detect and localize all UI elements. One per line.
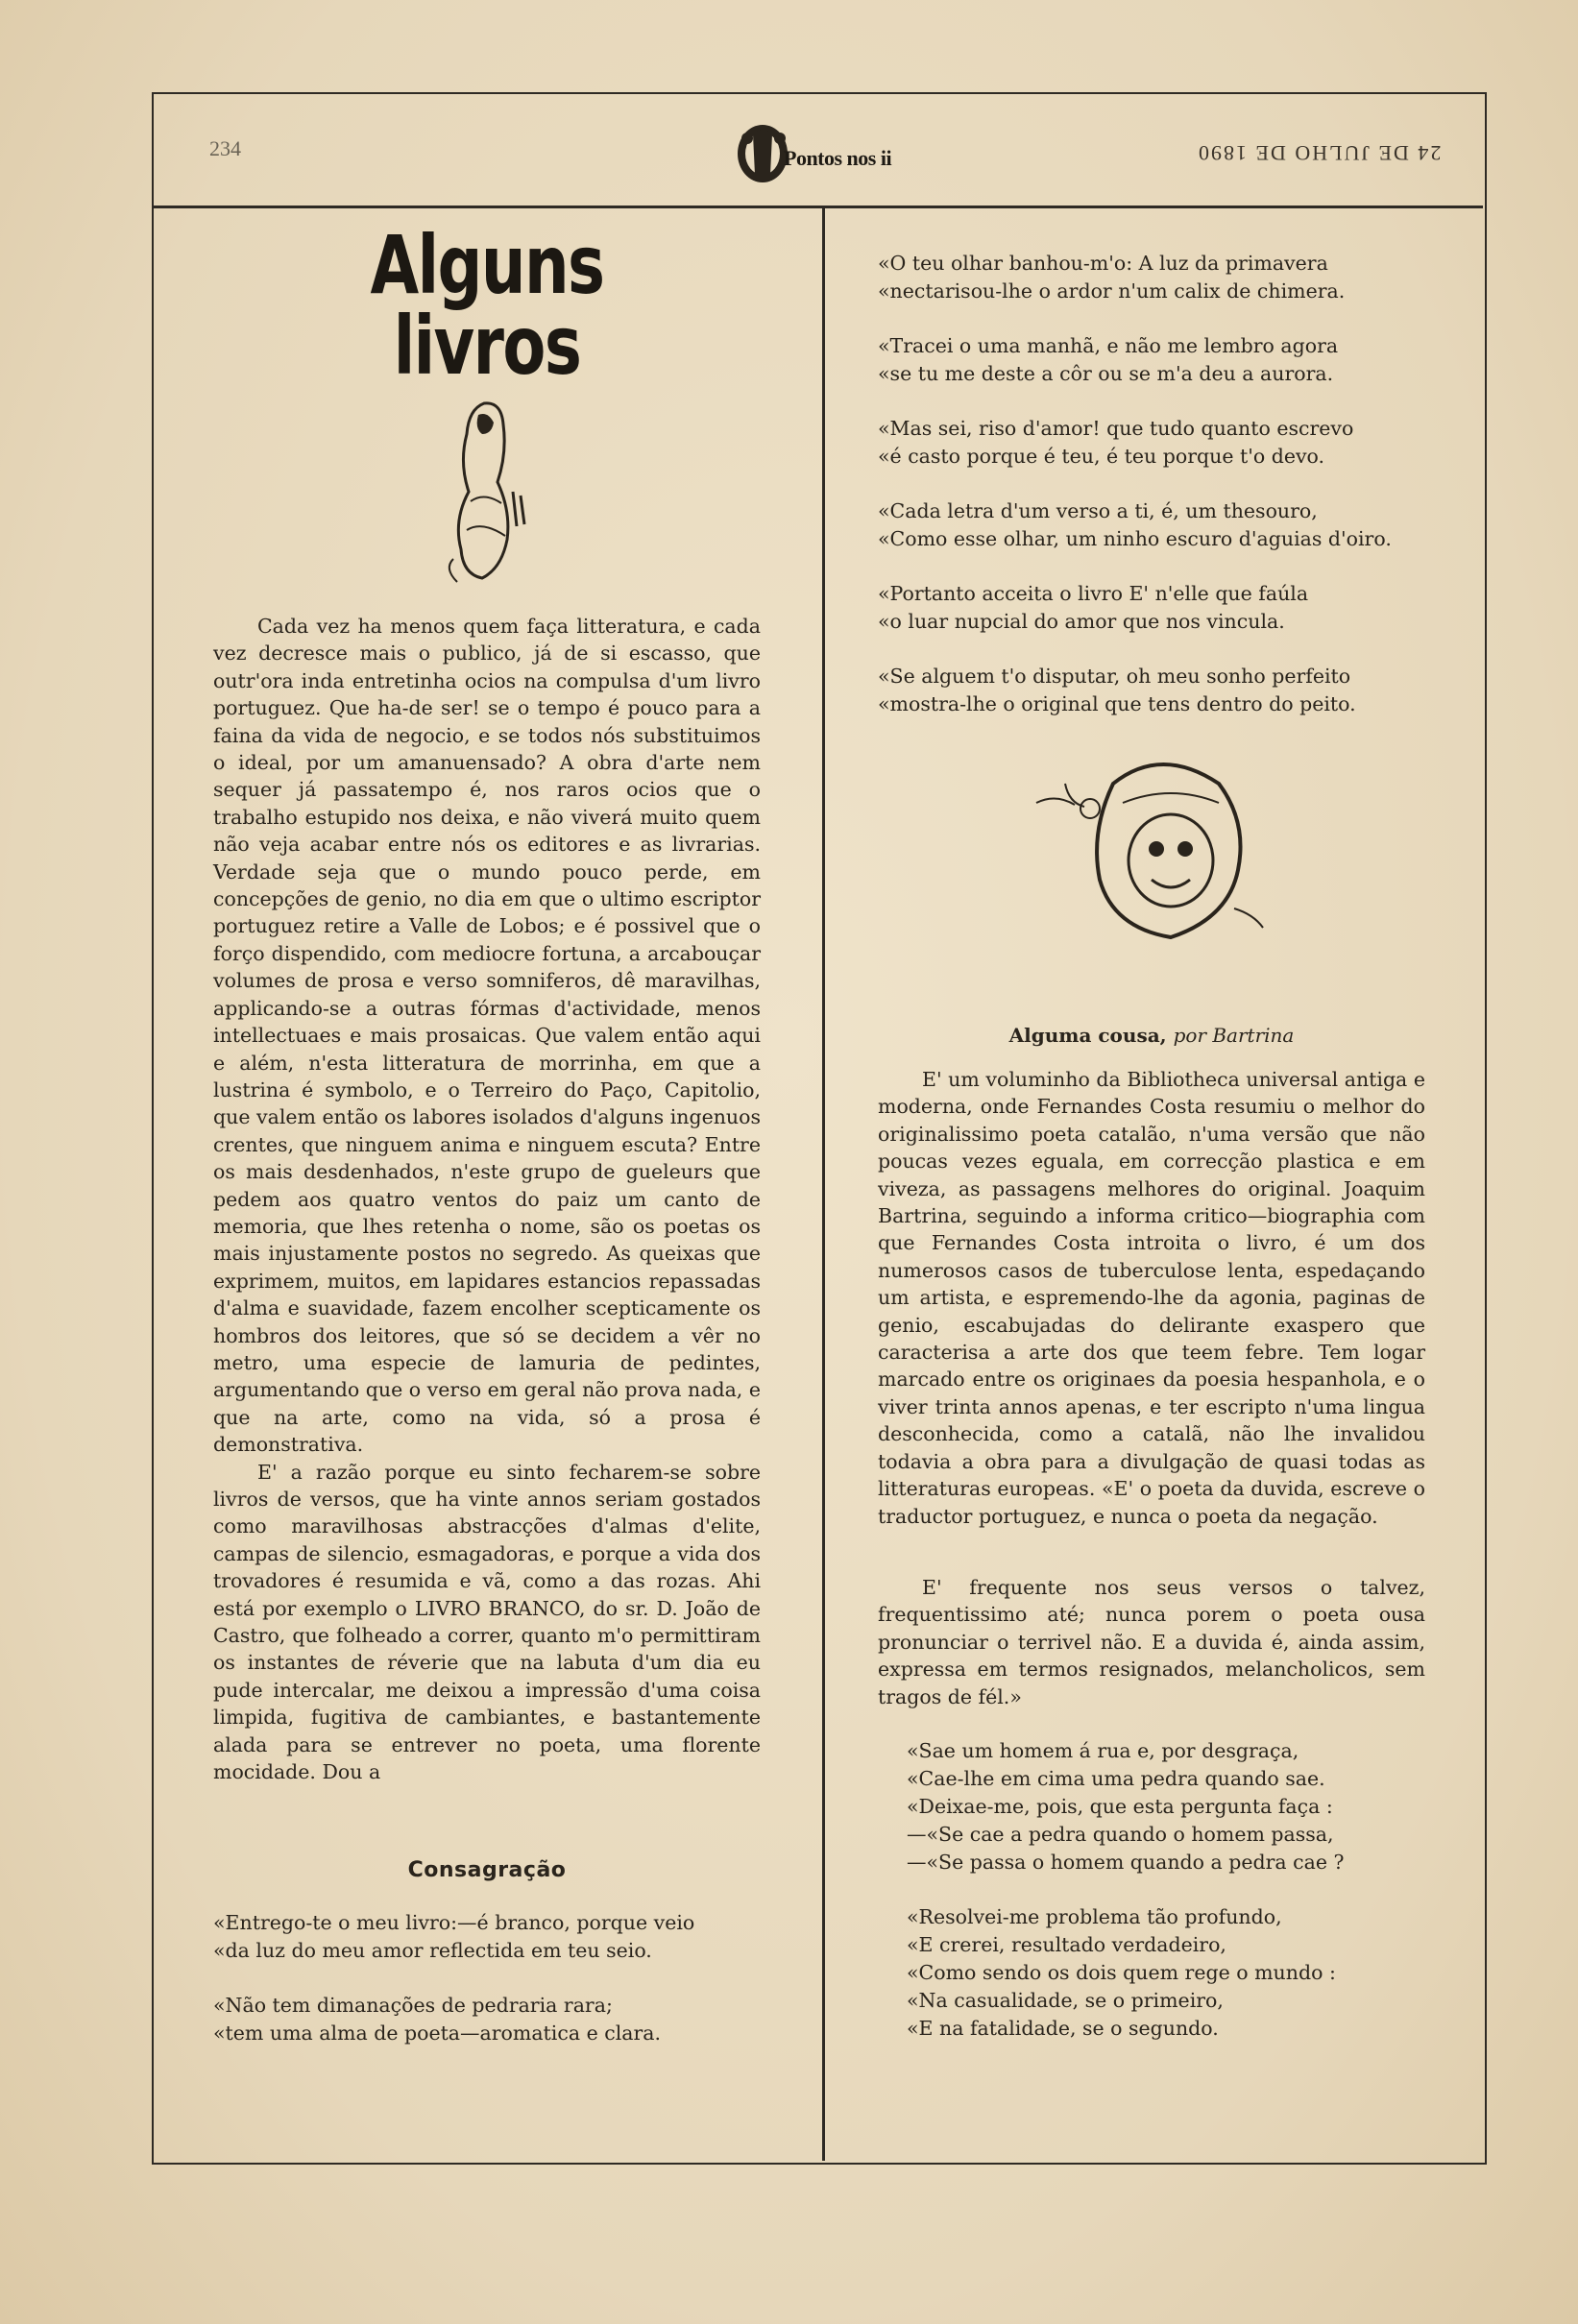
stanza: [878, 332, 1425, 388]
poem-line: «Cae-lhe em cima uma pedra quando sae.: [907, 1766, 1325, 1790]
stanza: [878, 497, 1425, 553]
page-number: 234: [209, 136, 241, 160]
poem-line: «da luz do meu amor reflectida em teu seio.: [213, 1939, 652, 1963]
poem-title: Consagração: [407, 1858, 567, 1883]
stanza: [213, 1992, 761, 2047]
stanza: [907, 1737, 1425, 1876]
grotesque-mask-illustration: [1007, 745, 1296, 956]
poem-line: «nectarisou-lhe o ardor n'um calix de chimera.: [878, 279, 1346, 303]
poem-line: «Mas sei, riso d'amor! que tudo quanto escrevo: [878, 417, 1354, 440]
poem-line: «Entrego-te o meu livro:—é branco, porque veio: [213, 1911, 695, 1935]
monk-figure-illustration: [425, 396, 549, 588]
poem-consagracao-left: [213, 1909, 761, 2047]
poem-line: «Resolvei-me problema tão profundo,: [907, 1904, 1282, 1928]
poem-consagracao-right: [878, 250, 1425, 718]
poem-bartrina: [907, 1737, 1425, 2043]
poem-line: «Como esse olhar, um ninho escuro d'aguias d'oiro.: [878, 527, 1392, 550]
poem-line: «O teu olhar banhou-m'o: A luz da primavera: [878, 252, 1328, 275]
poem-line: «Não tem dimanações de pedraria rara;: [213, 1994, 613, 2018]
stanza: [213, 1909, 761, 1965]
poem-line: —«Se passa o homem quando a pedra cae ?: [907, 1850, 1345, 1874]
poem-line: «mostra-lhe o original que tens dentro do peito.: [878, 692, 1356, 715]
article-paragraph-1: Cada vez ha menos quem faça litteratura, e cada vez decresce mais o publico, já de si escasso, que outr'ora inda entretinha ocios na compulsa d'um livro portuguez. Que ha-de ser! se o tempo é pouco para a faina da vida de negocio, e se todos nós substituimos o ideal, por um amanuensado? A obra d'arte nem sequer já passatempo é, nos raros ocios que o trabalho estupido nos deixa, e não viverá muito quem não veja acabar entre nós os editores e as livrarias. Verdade seja que o mundo pouco perde, em concepções de genio, no dia em que o ultimo escriptor portuguez retire a Valle de Lobos; e é possivel que o forço dispendido, com mediocre fortuna, a arcabouçar volumes de prosa e verso somniferos, dê maravilhas, applicando-se a outras fórmas d'actividade, menos intellectuaes e mais prosaicas. Que valem então aqui e além, n'esta litteratura de morrinha, em que a lustrina é symbolo, e o Terreiro do Paço, Capitolio, que valem então os labores isolados d'alguns ingenuos crentes, que ninguem anima e ninguem escuta? Entre os mais desdenhados, n'este grupo de gueleurs que pedem aos quatro ventos do paiz um canto de memoria, que lhes retenha o nome, são os poetas os mais injustamente postos no segredo. As queixas que exprimem, muitos, em lapidares estancios repassadas d'alma e suavidade, fazem encolher scepticamente os hombros dos leitores, que só se decidem a vêr no metro, uma especie de lamuria de pedintes, argumentando que o verso em geral não prova nada, e que na arte, como na vida, só a prosa é demonstrativa.: [213, 615, 761, 1457]
poem-line: —«Se cae a pedra quando o homem passa,: [907, 1822, 1334, 1846]
poem-line: «Na casualidade, se o primeiro,: [907, 1988, 1224, 2012]
poem-line: «Sae um homem á rua e, por desgraça,: [907, 1738, 1299, 1762]
poem-line: «Tracei o uma manhã, e não me lembro agora: [878, 334, 1339, 357]
masthead-logo: [726, 106, 918, 192]
article-paragraph-2: E' a razão porque eu sinto fecharem-se sobre livros de versos, que ha vinte annos seriam gostados como maravilhosas abstracções d'almas d'elite, campas de silencio, esmagadoras, e porque a vida dos trovadores é resumida e vã, como a das rozas. Ahi está por exemplo o LIVRO BRANCO, do sr. D. João de Castro, que folheado a correr, quanto m'o permittiram os instantes de réverie que na labuta d'um dia eu pude intercalar, me deixou a impressão d'uma coisa limpida, fugitiva de cambiantes, e bastantemente alada para se entrever no poeta, uma florente mocidade. Dou a: [213, 1460, 761, 1784]
stanza: [878, 415, 1425, 471]
poem-line: «o luar nupcial do amor que nos vincula.: [878, 610, 1285, 633]
poem-line: «tem uma alma de poeta—aromatica e clara.: [213, 2021, 662, 2046]
poem-line: «se tu me deste a côr ou se m'a deu a aurora.: [878, 362, 1334, 385]
section-heading: [878, 1024, 1425, 1047]
section-heading-title: Alguma cousa,: [1008, 1024, 1167, 1047]
poem-line: «Como sendo os dois quem rege o mundo :: [907, 1960, 1336, 1984]
section-heading-author: por Bartrina: [1173, 1024, 1295, 1047]
poem-line: «Portanto acceita o livro E' n'elle que faúla: [878, 582, 1309, 605]
section-paragraph-1: E' um voluminho da Bibliotheca universal antiga e moderna, onde Fernandes Costa resumiu o melhor do originalissimo poeta catalão, n'uma versão que não poucas vezes eguala, em correcção plastica e em viveza, as passagens melhores do original. Joaquim Bartrina, seguindo a informa critico—biographia com que Fernandes Costa introita o livro, é um dos numerosos casos de tuberculose lenta, espedaçando um artista, e espremendo-lhe da agonia, paginas de genio, escabujadas do delirante exaspero que caracterisa a arte dos que teem febre. Tem logar marcado entre os originaes da poesia hespanhola, e o viver trinta annos apenas, e ter escripto n'uma lingua desconhecida, como a catalã, não lhe invalidou todavia a obra para a divulgação de quasi todas as litteraturas europeas. «E' o poeta da duvida, escreve o traductor portuguez, e nunca o poeta da negação.: [878, 1068, 1425, 1528]
left-column: [213, 219, 761, 2074]
stanza: [907, 1903, 1425, 2043]
dateline: 24 DE JULHO DE 1890: [1196, 141, 1441, 165]
stanza: [878, 250, 1425, 305]
column-divider: [822, 206, 825, 2161]
poem-line: «Deixae-me, pois, que esta pergunta faça :: [907, 1794, 1333, 1818]
poem-line: «E crerei, resultado verdadeiro,: [907, 1932, 1226, 1956]
poem-line: «E na fatalidade, se o segundo.: [907, 2016, 1219, 2040]
article-title: Alguns livros: [370, 218, 604, 393]
stanza: [878, 663, 1425, 718]
right-column: [878, 250, 1425, 2070]
poem-line: «Se alguem t'o disputar, oh meu sonho perfeito: [878, 665, 1351, 688]
article-body: [213, 613, 761, 1785]
section-paragraph-2: E' frequente nos seus versos o talvez, frequentissimo até; nunca porem o poeta ousa pronunciar o terrivel não. E a duvida é, ainda assim, expressa em termos resignados, melancholicos, sem tragos de fél.»: [878, 1575, 1425, 1708]
stanza: [878, 580, 1425, 636]
poem-line: «Cada letra d'um verso a ti, é, um thesouro,: [878, 499, 1318, 522]
masthead-title: Pontos nos ii: [784, 146, 892, 170]
poem-line: «é casto porque é teu, é teu porque t'o devo.: [878, 445, 1325, 468]
page-header: [152, 92, 1483, 208]
